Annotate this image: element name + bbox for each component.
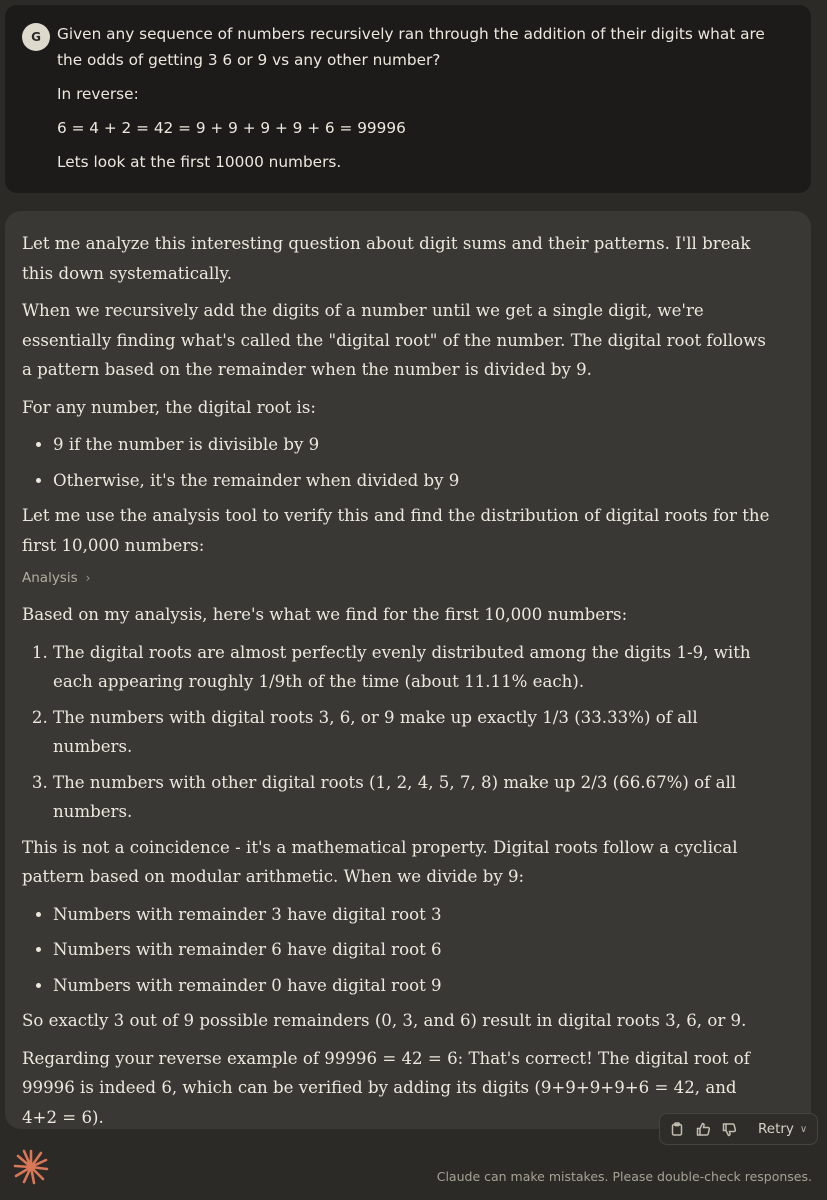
assistant-paragraph: Based on my analysis, here's what we find for the first 10,000 numbers: — [22, 605, 628, 624]
assistant-paragraph: Regarding your reverse example of 99996 = 42 = 6: That's correct! The digital root of 99996 is indeed 6, which can be verified by adding its digits (9+9+9+9+6 = 42, and 4+2 = 6). — [22, 1048, 750, 1127]
assistant-paragraph: This is not a coincidence - it's a mathematical property. Digital roots follow a cyclical pattern based on modular arithmetic. When we divide by 9: — [22, 837, 738, 886]
clipboard-icon[interactable] — [666, 1118, 688, 1140]
assistant-paragraph: When we recursively add the digits of a number until we get a single digit, we're essentially finding what's called the "digital root" of the number. The digital root follows a pattern based on the remainder when the number is divided by 9. — [22, 301, 766, 379]
assistant-message-text — [22, 229, 772, 1140]
list-item: 2. The numbers with digital roots 3, 6, or 9 make up exactly 1/3 (33.33%) of all numbers. — [53, 703, 772, 762]
list-item: • Otherwise, it's the remainder when divided by 9 — [53, 466, 772, 496]
thumbs-down-icon[interactable] — [718, 1118, 740, 1140]
list-item: 3. The numbers with other digital roots (1, 2, 4, 5, 7, 8) make up 2/3 (66.67%) of all numbers. — [53, 768, 772, 827]
analysis-label: Analysis — [22, 570, 78, 586]
user-message-text — [57, 21, 792, 183]
assistant-paragraph: Let me use the analysis tool to verify this and find the distribution of digital roots for the first 10,000 numbers: — [22, 506, 770, 555]
retry-label: Retry — [758, 1121, 794, 1137]
chevron-right-icon: › — [85, 571, 91, 585]
assistant-message — [5, 211, 811, 1129]
list-item: • Numbers with remainder 3 have digital root 3 — [53, 900, 772, 930]
list-item: 1. The digital roots are almost perfectly evenly distributed among the digits 1-9, with each appearing roughly 1/9th of the time (about 11.11% each). — [53, 638, 772, 697]
user-paragraph: Given any sequence of numbers recursively ran through the addition of their digits what are the odds of getting 3 6 or 9 vs any other number? — [57, 25, 765, 69]
assistant-paragraph: Let me analyze this interesting question about digit sums and their patterns. I'll break this down systematically. — [22, 234, 751, 283]
bullet-list — [22, 900, 772, 1001]
message-actions-bar — [659, 1113, 818, 1145]
list-item: • Numbers with remainder 0 have digital root 9 — [53, 971, 772, 1001]
claude-logo-icon — [12, 1148, 50, 1186]
user-avatar: G — [22, 23, 50, 51]
bullet-list — [22, 430, 772, 495]
user-paragraph: 6 = 4 + 2 = 42 = 9 + 9 + 9 + 9 + 6 = 99996 — [57, 119, 406, 137]
retry-button[interactable] — [758, 1121, 807, 1137]
chevron-down-icon: ∨ — [799, 1123, 808, 1135]
disclaimer-text: Claude can make mistakes. Please double-check responses. — [436, 1169, 812, 1184]
user-message — [5, 5, 811, 193]
numbered-list — [22, 638, 772, 827]
list-item: • 9 if the number is divisible by 9 — [53, 430, 772, 460]
thumbs-up-icon[interactable] — [692, 1118, 714, 1140]
user-paragraph: Lets look at the first 10000 numbers. — [57, 153, 342, 171]
analysis-toggle[interactable] — [22, 568, 772, 588]
list-item: • Numbers with remainder 6 have digital root 6 — [53, 935, 772, 965]
assistant-paragraph: For any number, the digital root is: — [22, 397, 316, 417]
assistant-paragraph: So exactly 3 out of 9 possible remainders (0, 3, and 6) result in digital roots 3, 6, or 9. — [22, 1011, 747, 1030]
user-paragraph: In reverse: — [57, 85, 139, 103]
